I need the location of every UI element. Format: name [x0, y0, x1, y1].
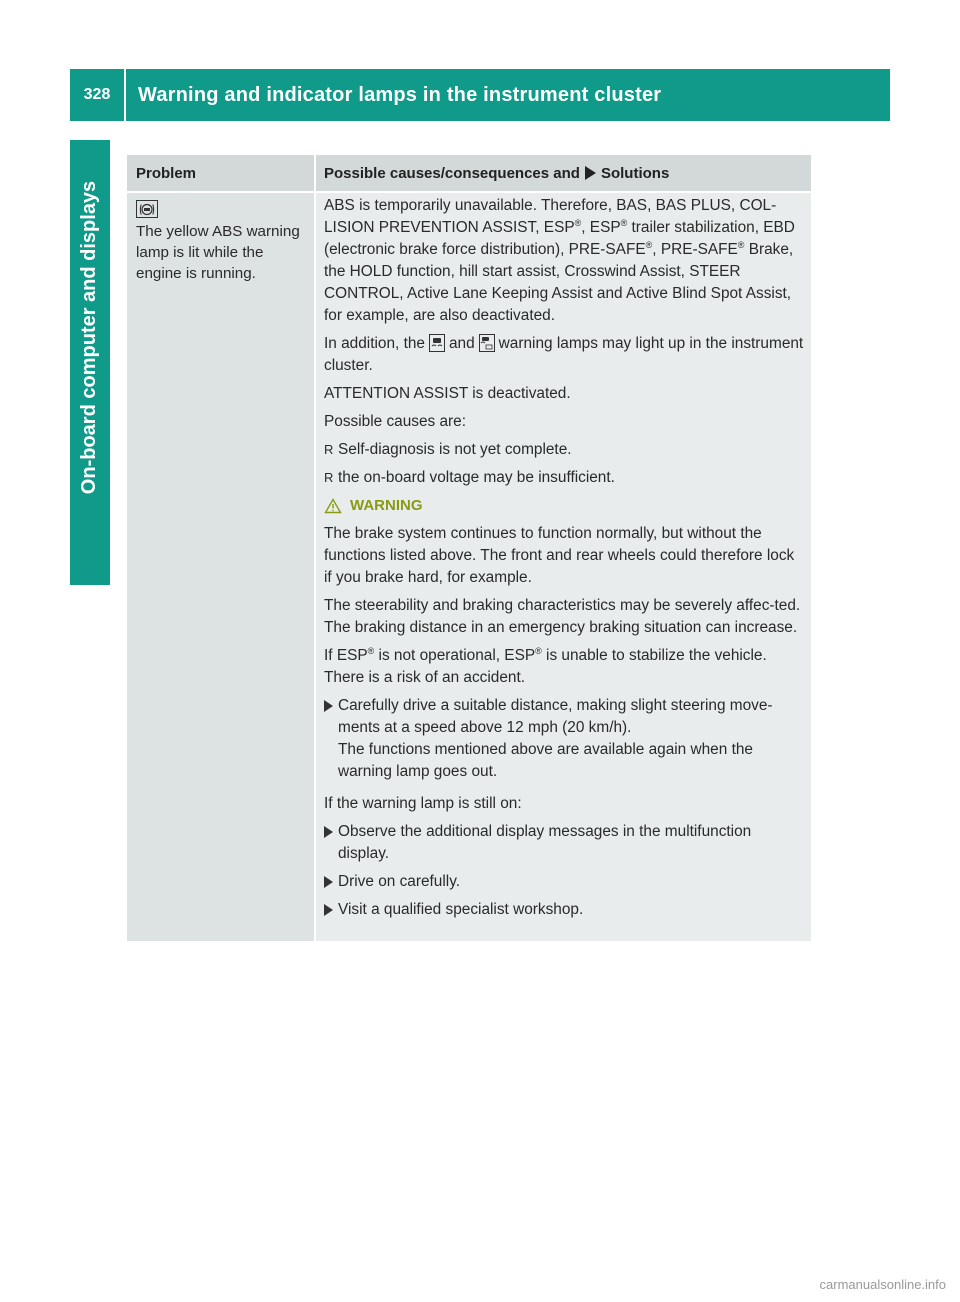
footer-watermark: carmanualsonline.info: [819, 1277, 946, 1292]
solutions-header-pre: Possible causes/consequences and: [324, 164, 580, 182]
paragraph-abs-unavailable: ABS is temporarily unavailable. Therefore, BAS, BAS PLUS, COL-LISION PREVENTION ASSIST, ESP®, ESP® trailer stabilization, EBD (electronic brake force distribution), PRE-SAFE®, PRE-SAFE® Brake, the HOLD function, hill start assist, Crosswind Assist, STEER CONTROL, Active Lane Keeping Assist and Active Blind Spot Assist, for example, are also deactivated.: [324, 197, 795, 324]
step-item: Carefully drive a suitable distance, making slight steering move-ments at a speed above 12 mph (20 km/h). The functions mentioned above are available again when the warning lamp goes out.: [324, 695, 806, 783]
step-arrow-icon: [324, 826, 333, 838]
warning-triangle-icon: [324, 498, 342, 514]
row-divider: [127, 191, 811, 193]
side-tab-label: On-board computer and displays: [78, 180, 101, 495]
esp-warning-icon: [429, 334, 445, 352]
step-arrow-icon: [324, 904, 333, 916]
step-arrow-icon: [324, 700, 333, 712]
warning-paragraph-3: If ESP® is not operational, ESP® is unable to stabilize the vehicle. There is a risk of an accident.: [324, 646, 767, 686]
page-number: 328: [70, 69, 126, 121]
step-item: Visit a qualified specialist workshop.: [324, 899, 806, 921]
arrow-right-icon: [585, 166, 596, 180]
list-item: R the on-board voltage may be insufficient.: [324, 469, 615, 486]
solutions-header-post: Solutions: [600, 164, 670, 182]
step-item: Observe the additional display messages in the multifunction display.: [324, 821, 806, 865]
warning-label: WARNING: [350, 497, 423, 514]
paragraph-attention-assist: ATTENTION ASSIST is deactivated.: [324, 385, 571, 402]
solutions-header: [316, 155, 811, 191]
info-table: [127, 155, 811, 941]
step-item: Drive on carefully.: [324, 871, 806, 893]
warning-paragraph-1: The brake system continues to function normally, but without the functions listed above. The front and rear wheels could therefore lock if you brake hard, for example.: [324, 525, 795, 586]
esp-off-warning-icon: [479, 334, 495, 352]
paragraph-causes: Possible causes are:: [324, 413, 467, 430]
step-arrow-icon: [324, 876, 333, 888]
paragraph-lamps: In addition, the and warning lamps may light up in the instrument cluster.: [324, 335, 804, 374]
list-item: R Self-diagnosis is not yet complete.: [324, 441, 572, 458]
problem-cell: [136, 200, 311, 284]
problem-text: The yellow ABS warning lamp is lit while the engine is running.: [136, 223, 300, 282]
paragraph-still-on: If the warning lamp is still on:: [324, 795, 522, 812]
solutions-cell: [324, 195, 806, 927]
warning-paragraph-2: The steerability and braking characteristics may be severely affec-ted. The braking distance in an emergency braking situation can increase.: [324, 597, 801, 636]
problem-header: Problem: [127, 155, 314, 191]
side-tab-label-wrap: [70, 140, 110, 535]
warning-heading: [324, 495, 806, 517]
page-title: Warning and indicator lamps in the instrument cluster: [138, 83, 662, 106]
page-header: [70, 69, 890, 121]
abs-warning-icon: [136, 200, 158, 218]
